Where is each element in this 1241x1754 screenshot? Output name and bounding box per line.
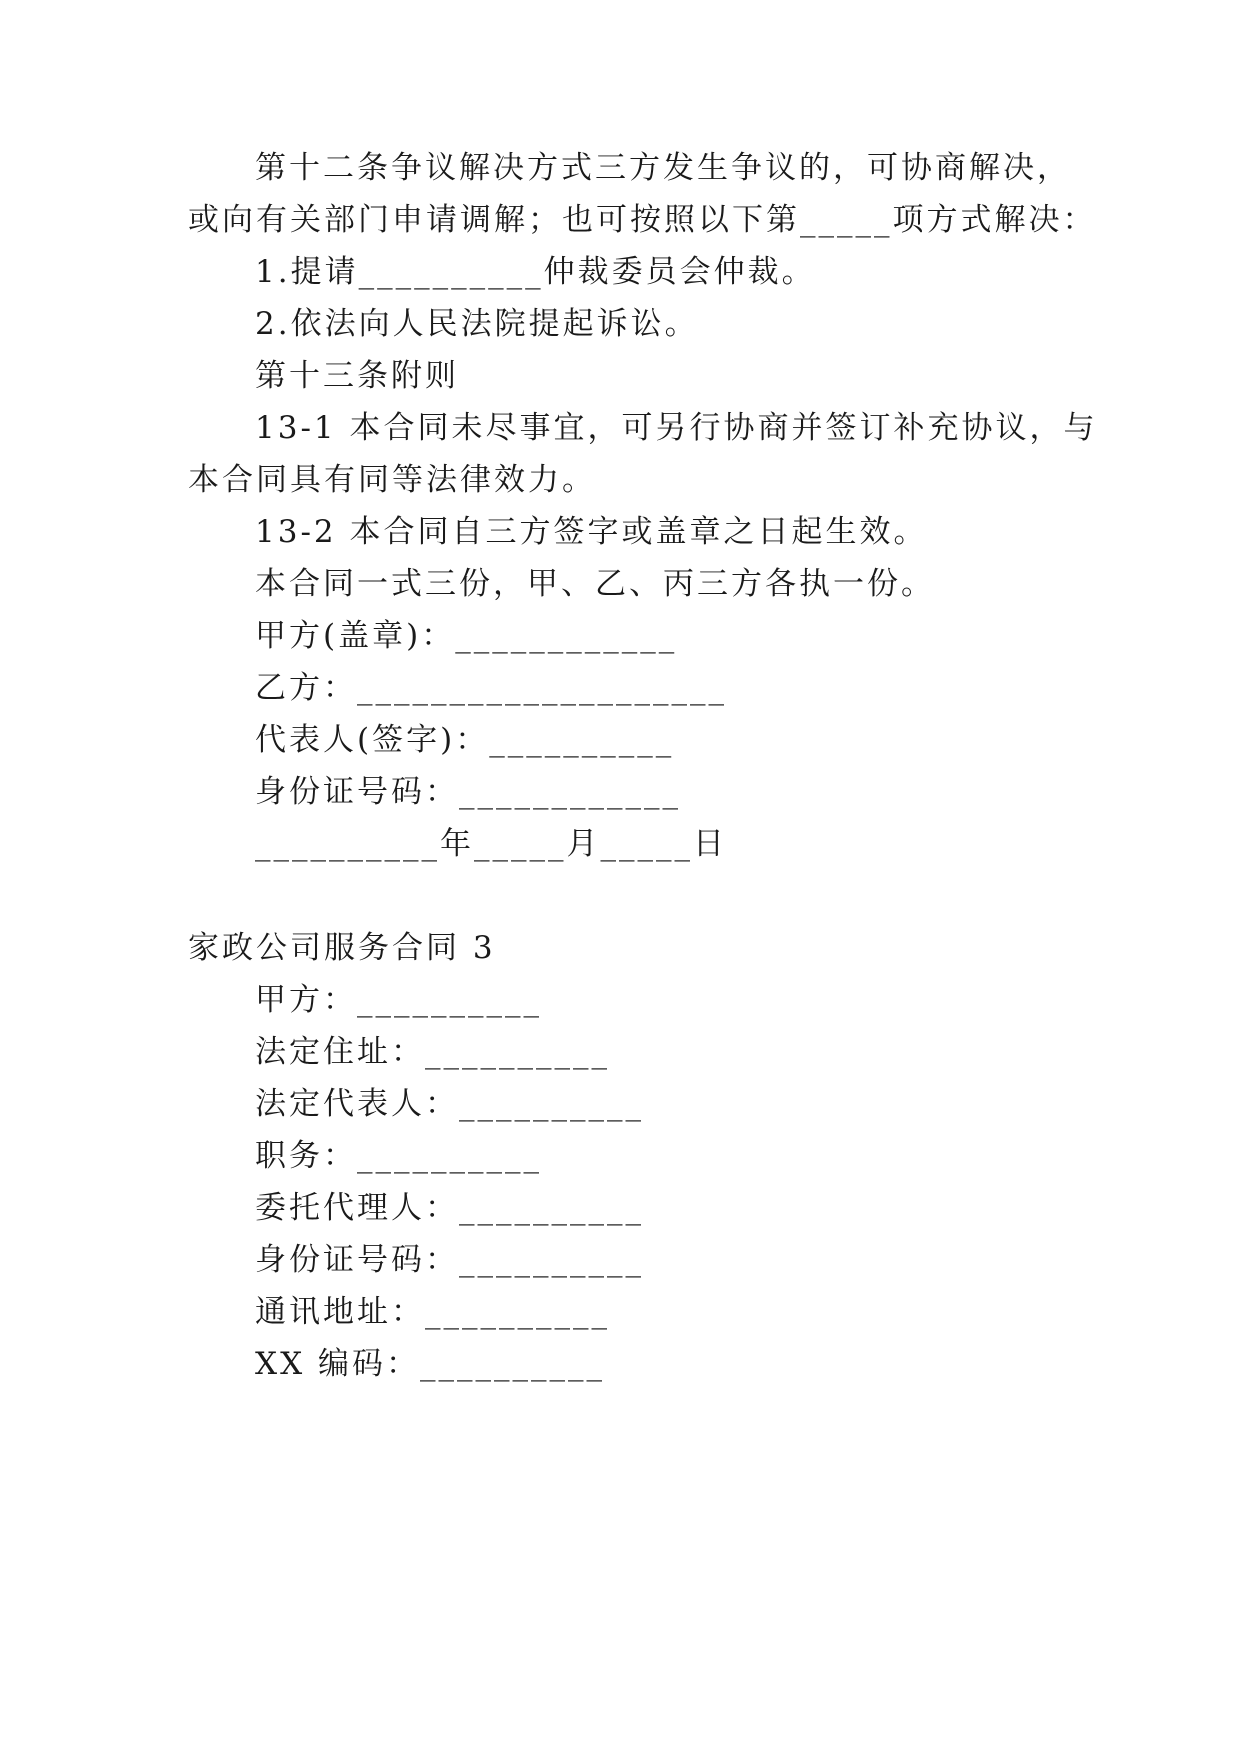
- article13-clause1-line2: 本合同具有同等法律效力。: [188, 462, 596, 498]
- contract3-field-party-a: 甲方：__________: [255, 982, 542, 1018]
- article12-option2: 2.依法向人民法院提起诉讼。: [255, 306, 699, 342]
- contract3-title: 家政公司服务合同 3: [188, 930, 496, 966]
- contract3-field-agent: 委托代理人：__________: [255, 1190, 644, 1226]
- contract3-field-postal-code: XX 编码：__________: [255, 1346, 605, 1382]
- article12-line2: 或向有关部门申请调解；也可按照以下第_____项方式解决：: [188, 202, 1097, 238]
- article13-clause1-line1: 13-1 本合同未尽事宜，可另行协商并签订补充协议，与: [255, 410, 1098, 446]
- article13-clause2: 13-2 本合同自三方签字或盖章之日起生效。: [255, 514, 928, 550]
- article12-option1: 1.提请__________仲裁委员会仲裁。: [255, 254, 816, 290]
- signature-date: __________年_____月_____日: [255, 826, 727, 862]
- contract3-field-legal-address: 法定住址：__________: [255, 1034, 610, 1070]
- article12-line1: 第十二条争议解决方式三方发生争议的，可协商解决，: [255, 150, 1071, 186]
- contract3-field-position: 职务：__________: [255, 1138, 542, 1174]
- contract3-field-id-number: 身份证号码：__________: [255, 1242, 644, 1278]
- article13-title: 第十三条附则: [255, 358, 459, 394]
- contract3-field-legal-representative: 法定代表人：__________: [255, 1086, 644, 1122]
- article13-copies: 本合同一式三份，甲、乙、丙三方各执一份。: [255, 566, 935, 602]
- signature-representative: 代表人(签字)：__________: [255, 722, 675, 758]
- signature-party-a: 甲方(盖章)：____________: [255, 618, 678, 654]
- contract3-field-mailing-address: 通讯地址：__________: [255, 1294, 610, 1330]
- signature-party-b: 乙方：____________________: [255, 670, 727, 706]
- signature-id-number: 身份证号码：____________: [255, 774, 681, 810]
